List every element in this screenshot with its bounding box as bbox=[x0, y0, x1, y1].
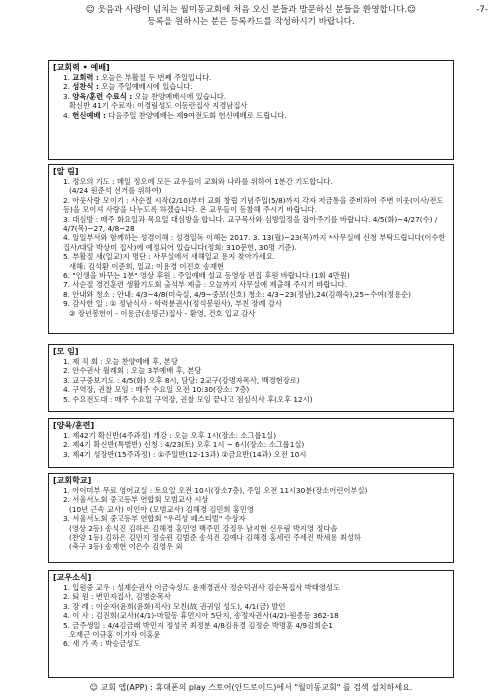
notice-section bbox=[48, 164, 454, 334]
school-line: 1. 아이미부 무료 영어교실 : 토요일 오전 10시(장소7층), 주일 오전 11시30분(장소어린이부실) bbox=[63, 486, 368, 495]
meeting-title: [모 임] bbox=[53, 347, 79, 356]
worship-title: [교회력 • 예배] bbox=[53, 63, 110, 72]
notice-line: 새해: 김석환 이준희, 일교: 이용경 이진호 송재현 bbox=[69, 261, 225, 271]
worship-line: 4. 헌신예배 : 다음주일 찬양예배는 제9여전도회 헌신예배로 드립니다. bbox=[63, 110, 287, 120]
school-line: 2. 서울서노회 중고등부 연합회 모범교사 시상 bbox=[63, 495, 209, 505]
notice-line: 8. 안내와 청소 : 안내: 4/3~4/8(미숙실, 4/9~중보(신호) 청소: 4/3~23(정남),24(김해숙),25~수여(정용순) bbox=[63, 289, 412, 299]
meeting-line: 3. 교구중보기도 : 4/5(화) 오후 8시, 담당: 2교구(강명자목사, 백경현장로) bbox=[63, 375, 300, 385]
members-line: 3. 장 례 : 이순자(윤희(윤화)직사) 모친(故 권귀임 성도), 4/1(금) 발인 bbox=[63, 601, 286, 611]
meeting-section bbox=[48, 344, 454, 412]
meeting-line: 4. 구역장, 권찰 모임 : 매주 수요일 오전 10:30(장소: 7층) bbox=[63, 385, 250, 395]
worship-line: 3. 양육/훈련 수료식 : 오늘 찬양예배시에 있습니다. bbox=[63, 91, 227, 101]
page-number: -7- bbox=[476, 5, 488, 15]
members-line: 1. 입원중 교우 : 성제순권사 이금숙성도 윤재경권사 정순덕권사 김순복집사 박태영성도 bbox=[63, 583, 341, 592]
notice-line: 1. 정오의 기도 : 매일 정오에 모든 교우들이 교회와 나라를 위하여 1분간 기도합니다. bbox=[63, 177, 333, 186]
registration-line: 등록을 원하시는 분은 등록카드를 작성하시기 바랍니다. bbox=[147, 17, 355, 27]
notice-line: 5. 부활절 새(일교)지 명단 : 사무실에서 새해일교 용지 찾아가세요. bbox=[63, 252, 276, 262]
school-line: (영상 2등) 송석진 김하은 김해경 홍민영 백주민 강정우 남지현 신우림 박지영 정다솔 bbox=[69, 523, 338, 533]
notice-line: 2. 아웃사랑 모이기 : 사순절 시작(2/10)부터 교회 창립 기념주일(5/8)까지 각자 저금통을 준비하여 주변 이웃(이사/전도 등)을 모이셔 사랑을 나누도록 하겠습니다. 온 교우들이 동참해 주시기 바랍니다. bbox=[63, 195, 444, 215]
notice-line: 4. 일일부서와 함께하는 성경이해 : 성경일독 이해는 2017. 3. 13(월)~23(목)까지 *사무실에 신청 부탁드립니다(이수한집사/대담 박상미 집사)에 예정되어 있습니다(정회: 310문헌, 30명 기준). bbox=[63, 233, 446, 252]
worship-line: 확신반 41기 수료자: 이경림성도 이동란집사 지경남집사 bbox=[69, 101, 248, 111]
meeting-line: 1. 제 직 회 : 오늘 찬양예배 후, 본당 bbox=[63, 357, 178, 366]
worship-section bbox=[48, 60, 454, 160]
training-line: 3. 제4기 성장반(15주과정) : ①주일반(12-13과) ②금요반(14과) 오전 10시 bbox=[63, 449, 307, 459]
school-line: (10년 근속 교사) 이인아 (모범교사) 김해경 김민희 홍민영 bbox=[69, 504, 254, 514]
notice-line: 3. 대심방 : 매주 화요일과 목요일 대심방을 합니다. 교구목사와 심방일정을 잡아주기를 바랍니다. 4/5(화)~4/27(수) / 4/7(목)~27, 4/8~28 bbox=[63, 214, 438, 234]
school-line: (축구 3등) 송재현 이은수 김영우 외 bbox=[69, 542, 183, 552]
notice-line: 9. 감사한 일 : ① 정남식사 - 학력분권사(정석봉원사), 부친 장례 감사 bbox=[63, 299, 282, 309]
worship-line: 2. 성찬식 : 오늘 주일예배시에 있습니다. bbox=[63, 82, 193, 92]
notice-line: ② 장년봉헌이 - 이용금(송명근)집사 - 환영, 건호 입교 감사 bbox=[69, 308, 256, 318]
notice-title: [알 림] bbox=[53, 167, 79, 176]
app-install-note: ☺ 교회 앱(APP) : 휴대폰의 play 스토어(안드로이드)에서 "월미동교회" 를 검색 설치하세요. bbox=[89, 683, 413, 692]
members-line: 2. 퇴 원 : 변민자집사, 김병순목사 bbox=[63, 592, 171, 602]
notice-line: 6. "인생을 바꾸는 1분" 영상 후원 : 주일예배 설교 동영상 편집 후원 바랍니다.(1회 4만원) bbox=[63, 271, 350, 281]
school-section bbox=[48, 473, 454, 563]
welcome-line: ☺ 웃음과 사랑이 넘치는 월미동교회에 처음 오신 분들과 방문하신 분들을 환영합니다.☺ bbox=[85, 5, 417, 15]
notice-line: (4/24 원준석 선거를 위하여) bbox=[69, 186, 162, 196]
members-title: [교우소식] bbox=[53, 573, 92, 582]
members-line: 5. 금주생일 : 4/4김금래 박민지 정성국 최정분 4/8김유경 김정순 박명훈 4/9김희순1 bbox=[63, 620, 333, 630]
notice-line: 7. 사순절 경건훈련 생활기도회 출석부 제출 : 오늘까지 사무실에 제출해 주시기 바랍니다. bbox=[63, 280, 347, 290]
school-line: 3. 서울서노회 중고등부 연합회 "우리성 페스티벌" 수상자 bbox=[63, 514, 246, 524]
training-line: 1. 제42기 확신반(4주과정) 개강 : 오늘 오후 1시(장소: 소그룹1실) bbox=[63, 431, 277, 440]
worship-line: 1. 교회력 : 오늘은 부활절 두 번째 주일입니다. bbox=[63, 73, 212, 82]
school-line: (찬양 1등) 김하은 김민지 정승원 김범준 송석진 김예나 김해경 홍세린 주세진 박세용 최성하 bbox=[69, 533, 361, 543]
members-line: 오재근 이규홍 이기자 이홍윤 bbox=[69, 630, 161, 640]
meeting-line: 5. 수요전도대 : 매주 수요일 구역장, 권찰 모임 끝나고 점심식사 후(오후 12시) bbox=[63, 394, 313, 404]
training-section bbox=[48, 418, 454, 468]
members-line: 4. 이 사 : 김진희(교사)(4/1)-마할동 휴먼시아 5단지, 송정자권사(4/2)-원종동 362-18 bbox=[63, 611, 339, 621]
bulletin-header bbox=[0, 4, 502, 28]
training-line: 2. 제4기 확신반(특별반) 신청 : 4/23(토) 오후 1시 ~ 6시(장소: 소그룹1실) bbox=[63, 440, 305, 450]
training-title: [양육/훈련] bbox=[53, 421, 95, 430]
members-section bbox=[48, 570, 454, 678]
school-title: [교회학교] bbox=[53, 476, 92, 485]
members-line: 6. 새 가 족 : 박승금성도 bbox=[63, 639, 141, 649]
meeting-line: 2. 안수권사 월례회 : 오늘 3부예배 후, 본당 bbox=[63, 366, 202, 376]
